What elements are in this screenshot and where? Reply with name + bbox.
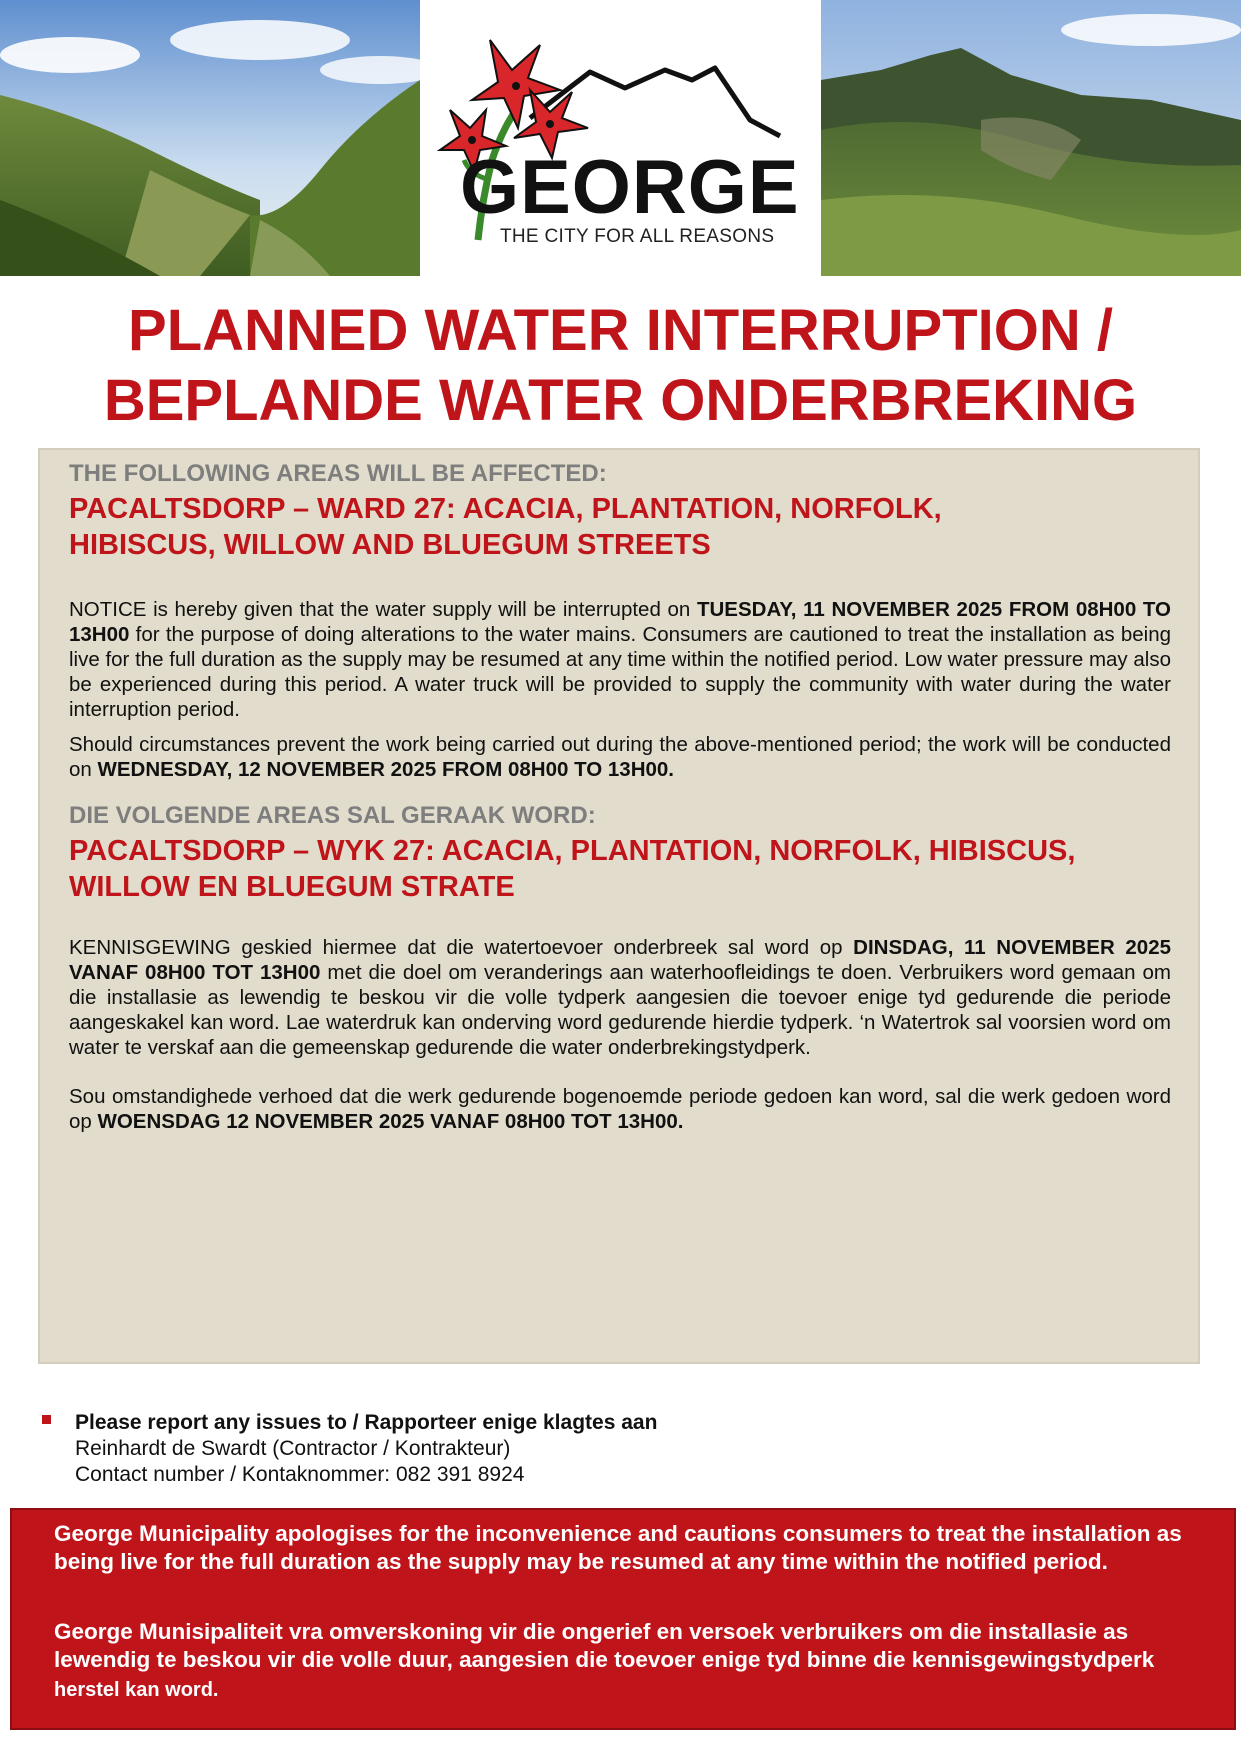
george-logo (420, 0, 821, 276)
title-afrikaans: BEPLANDE WATER ONDERBREKING (103, 368, 1138, 433)
affected-areas-label-afrikaans: DIE VOLGENDE AREAS SAL GERAAK WORD: (69, 802, 596, 829)
contingency-date: WEDNESDAY, 12 NOVEMBER 2025 FROM 08H00 TO 13H00. (97, 758, 674, 781)
contingency-text: Should circumstances prevent the work being carried out during the above-mentioned period; the work will be conducted on (69, 733, 1171, 781)
notice-text: for the purpose of doing alterations to the water mains. Consumers are cautioned to treat the installation as being live for the full duration as the supply may be resumed at any time within the notified period. Low water pressure may also be experienced during this period. A water truck will be provided to supply the community with water during the water interruption period. (69, 623, 1171, 721)
contact-person: Reinhardt de Swardt (Contractor / Kontrakteur) (75, 1437, 511, 1460)
contact-number: Contact number / Kontaknommer: 082 391 8924 (75, 1463, 525, 1486)
bullet-icon (42, 1415, 51, 1424)
notice-date: TUESDAY, 11 NOVEMBER 2025 FROM 08H00 TO 13H00 (69, 598, 1171, 646)
notice-text: NOTICE is hereby given that the water supply will be interrupted on (69, 598, 697, 621)
title-english: PLANNED WATER INTERRUPTION / (128, 298, 1113, 363)
notice-text: KENNISGEWING geskied hiermee dat die watertoevoer onderbreek sal word op (69, 936, 854, 959)
apology-afrikaans-tail: herstel kan word. (54, 1679, 219, 1701)
mountain-valley-photo (0, 0, 420, 276)
notice-paragraph-english (69, 597, 1171, 722)
logo-wordmark: GEORGE (460, 145, 800, 230)
affected-areas-english (69, 491, 1171, 563)
areas-line: PACALTSDORP – WYK 27: ACACIA, PLANTATION, NORFOLK, HIBISCUS, (69, 835, 1076, 867)
notice-date: DINSDAG, 11 NOVEMBER 2025 VANAF 08H00 TOT 13H00 (69, 936, 1171, 984)
report-lines (75, 1410, 657, 1488)
affected-areas-afrikaans (69, 833, 1171, 905)
contingency-paragraph-english (69, 732, 1171, 782)
apology-afrikaans (54, 1618, 1214, 1704)
logo-tagline: THE CITY FOR ALL REASONS (500, 226, 775, 247)
notice-text: met die doel om veranderings aan waterhoofleidings te doen. Verbruikers word gemaan om die installasie as lewendig te beskou vir die volle tydperk aangesien die toevoer enige tyd gedurende die periode aangeskakel kan word. Lae waterdruk kan onderving word gedurende hierdie tydperk. ‘n Watertrok sal voorsien word om water te verskaf aan die gemeenskap gedurende die water onderbrekingstydperk. (69, 961, 1171, 1059)
areas-line: HIBISCUS, WILLOW AND BLUEGUM STREETS (69, 529, 711, 561)
notice-panel (38, 448, 1200, 1364)
affected-areas-label-english: THE FOLLOWING AREAS WILL BE AFFECTED: (69, 460, 607, 487)
report-heading: Please report any issues to / Rapporteer enige klagtes aan (75, 1411, 658, 1434)
notice-paragraph-afrikaans (69, 935, 1171, 1060)
apology-banner (10, 1508, 1236, 1730)
areas-line: WILLOW EN BLUEGUM STRATE (69, 871, 515, 903)
notice-content (69, 460, 1171, 1134)
apology-afrikaans-main: George Munisipaliteit vra omverskoning vir die ongerief en versoek verbruikers om die installasie as lewendig te beskou vir die volle duur, aangesien die toevoer enige tyd binne die kennisgewingstydperk (54, 1619, 1155, 1672)
contingency-date: WOENSDAG 12 NOVEMBER 2025 VANAF 08H00 TOT 13H00. (97, 1110, 684, 1133)
mountain-peak-photo (821, 0, 1241, 276)
apology-english: George Municipality apologises for the inconvenience and cautions consumers to treat the installation as being live for the full duration as the supply may be resumed at any time within the notified period. (54, 1521, 1182, 1574)
contingency-paragraph-afrikaans (69, 1084, 1171, 1134)
areas-line: PACALTSDORP – WARD 27: ACACIA, PLANTATION, NORFOLK, (69, 493, 942, 525)
page-title (0, 296, 1241, 436)
contingency-text: Sou omstandighede verhoed dat die werk gedurende bogenoemde periode gedoen kan word, sal die werk gedoen word op (69, 1085, 1171, 1133)
